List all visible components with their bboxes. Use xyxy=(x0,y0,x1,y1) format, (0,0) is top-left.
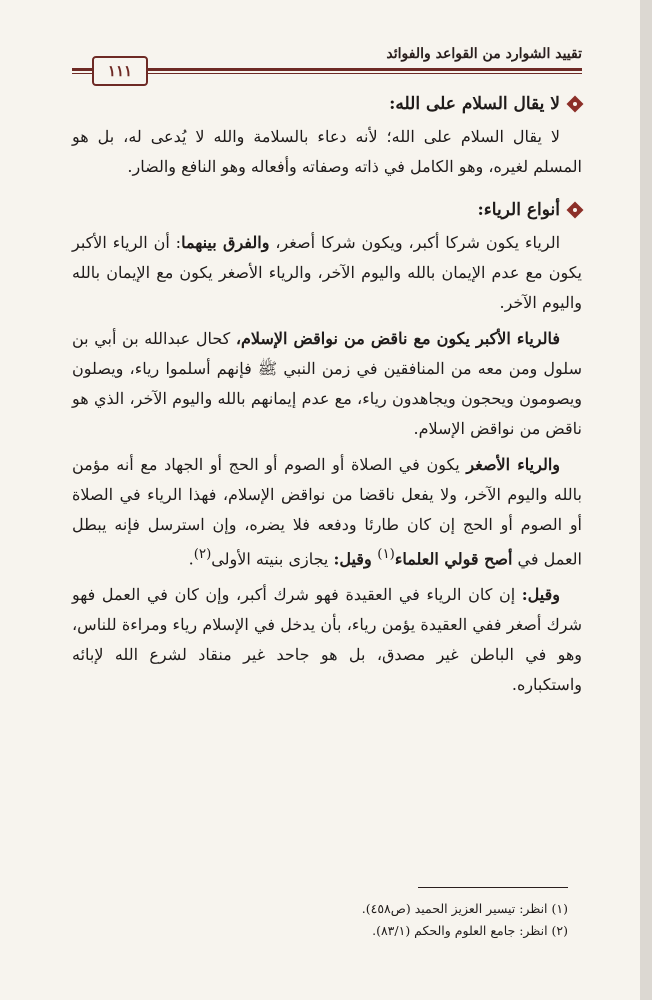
section-heading-riya xyxy=(72,200,582,220)
running-title: تقييد الشوارد من القواعد والفوائد xyxy=(378,46,582,62)
footnote-ref[interactable]: (١) xyxy=(377,547,395,562)
header-rule-thin xyxy=(72,73,582,74)
header-rule xyxy=(72,68,582,71)
ornament-icon xyxy=(568,97,582,111)
text-run: كحال عبدالله بن أبي بن سلول ومن معه من المنافقين في زمن النبي ﷺ فإنهم أسلموا رياء، ويصلون ويصومون ويحجون ويجاهدون رياء، مع عدم إيمانهم بالله واليوم الآخر، الذي هو ناقض من نواقض الإسلام. xyxy=(72,329,582,438)
bold-phrase: فالرياء الأكبر يكون مع ناقض من نواقض الإسلام، xyxy=(235,329,561,348)
paragraph xyxy=(72,122,582,182)
text-run: . xyxy=(188,549,194,569)
page-number: ١١١ xyxy=(92,56,148,86)
bold-phrase: أصح قولي العلماء xyxy=(394,549,513,569)
text-run: يجازى بنيته الأولى xyxy=(211,549,334,569)
footnote-ref[interactable]: (٢) xyxy=(193,547,212,562)
footnote-divider xyxy=(418,887,568,888)
text-run: : أن الرياء الأكبر يكون مع عدم الإيمان بالله واليوم الآخر، والرياء الأصغر يكون مع الإيمان بالله واليوم الآخر. xyxy=(72,233,582,312)
page-edge xyxy=(640,0,652,1000)
paragraph xyxy=(72,450,582,574)
footnote: (٢) انظر: جامع العلوم والحكم (٨٣/١). xyxy=(372,923,568,938)
bold-phrase: وقيل: xyxy=(521,585,560,605)
text-run: الرياء يكون شركا أكبر، ويكون شركا أصغر، xyxy=(269,233,561,252)
section-heading-salam xyxy=(72,94,582,114)
heading-text: لا يقال السلام على الله: xyxy=(389,94,560,114)
text-run: يكون في الصلاة أو الصوم أو الحج أو الجهاد مع أنه مؤمن بالله واليوم الآخر، ولا يفعل ناقضا من نواقض الإسلام، فهذا الرياء في الصلاة أو الصوم أو الحج إن كان طارئا ودفعه فلا يضره، وإن استرسل فإنه يبطل العمل في xyxy=(72,455,582,569)
bold-phrase: وقيل: xyxy=(333,549,378,569)
bold-phrase: والفرق بينهما xyxy=(181,233,270,252)
footnotes xyxy=(58,898,568,942)
paragraph xyxy=(72,580,582,700)
ornament-icon xyxy=(568,203,582,217)
paragraph-text: لا يقال السلام على الله؛ لأنه دعاء بالسلامة والله لا يُدعى له، بل هو المسلم لغيره، وهو الكامل في ذاته وصفاته وأفعاله وهو النافع والضار. xyxy=(72,127,582,176)
page-body xyxy=(72,94,582,706)
paragraph xyxy=(72,324,582,444)
footnote: (١) انظر: تيسير العزيز الحميد (ص٤٥٨). xyxy=(361,901,568,916)
heading-text: أنواع الرياء: xyxy=(477,200,560,220)
bold-phrase: والرياء الأصغر xyxy=(466,455,560,474)
paragraph xyxy=(72,228,582,318)
text-run: إن كان الرياء في العقيدة فهو شرك أكبر، وإن كان في العمل فهو شرك أصغر ففي العقيدة يؤمن رياء، بأن يدخل في الإسلام رياء ومراءة للناس، وهو في الباطن غير مصدق، بل هو جاحد غير منقاد لشرع الله لإبائه واستكباره. xyxy=(72,585,582,695)
running-header xyxy=(72,42,582,84)
